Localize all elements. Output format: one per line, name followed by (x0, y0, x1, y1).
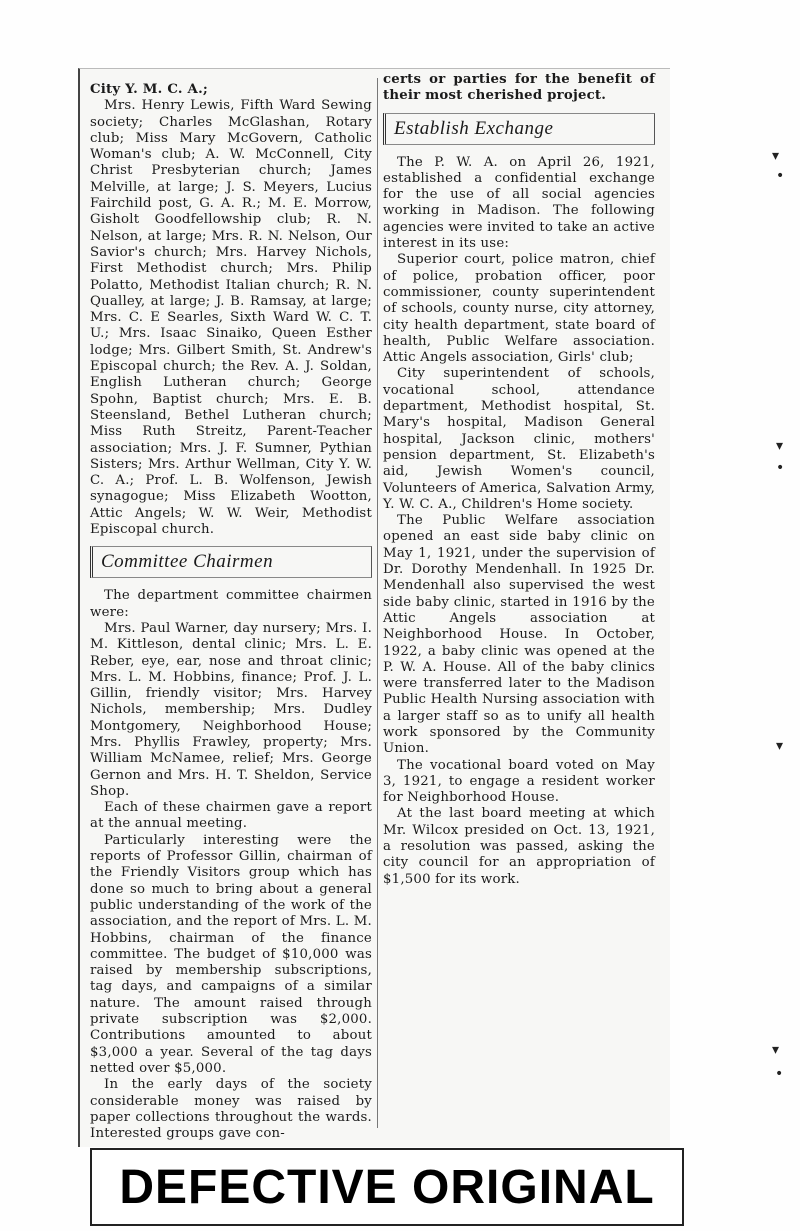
right-top-line: certs or parties for the benefit of their most cherished project. (383, 72, 655, 104)
margin-mark-icon: ▾ (772, 1042, 780, 1058)
right-paragraph-3: City superintendent of schools, vocational school, attendance department, Methodist hospital, St. Mary's hospital, Madison General hospital, Jackson clinic, mothers' pension department, St. Elizabeth's aid, Jewish Women's council, Volunteers of America, Salvation Army, Y. W. C. A., Children's Home society. (383, 366, 655, 512)
right-paragraph-4: The Public Welfare association opened an east side baby clinic on May 1, 1921, under the supervision of Dr. Dorothy Mendenhall. In 1925 Dr. Mendenhall also supervised the west side baby clinic, started in 1916 by the Attic Angels association at Neighborhood House. In October, 1922, a baby clinic was opened at the P. W. A. House. All of the baby clinics were transferred later to the Madison Public Health Nursing association with a larger staff so as to unify all health work sponsored by the Community Union. (383, 513, 655, 757)
left-paragraph-3: Mrs. Paul Warner, day nursery; Mrs. I. M. Kittleson, dental clinic; Mrs. L. E. Reber, eye, ear, nose and throat clinic; Mrs. L. M. Hobbins, finance; Prof. J. L. Gillin, friendly visitor; Mrs. Harvey Nichols, membership; Mrs. Dudley Montgomery, Neighborhood House; Mrs. Phyllis Frawley, property; Mrs. William McNamee, relief; Mrs. George Gernon and Mrs. H. T. Sheldon, Service Shop. (90, 620, 372, 799)
margin-mark-icon: • (776, 168, 785, 184)
right-paragraph-5: The vocational board voted on May 3, 1921, to engage a resident worker for Neighborhood House. (383, 757, 655, 806)
left-paragraph-1: Mrs. Henry Lewis, Fifth Ward Sewing society; Charles McGlashan, Rotary club; Miss Mary McGovern, Catholic Woman's club; A. W. McConnell, City Christ Presbyterian church; James Melville, at large; J. S. Meyers, Lucius Fairchild post, G. A. R.; M. E. Morrow, Gisholt Goodfellowship club; R. N. Nelson, at large; Mrs. R. N. Nelson, Our Savior's church; Mrs. Harvey Nichols, First Methodist church; Mrs. Philip Polatto, Methodist Italian church; R. N. Qualley, at large; J. B. Ramsay, at large; Mrs. C. E Searles, Sixth Ward W. C. T. U.; Mrs. Isaac Sinaiko, Queen Esther lodge; Mrs. Gilbert Smith, St. Andrew's Episcopal church; the Rev. A. J. Soldan, English Lutheran church; George Spohn, Baptist church; Mrs. E. B. Steensland, Bethel Lutheran church; Miss Ruth Streitz, Parent-Teacher association; Mrs. J. F. Sumner, Pythian Sisters; Mrs. Arthur Wellman, City Y. W. C. A.; Prof. L. B. Wolfenson, Jewish synagogue; Miss Elizabeth Wootton, Attic Angels; W. W. Weir, Methodist Episcopal church. (90, 98, 372, 538)
committee-chairmen-heading: Committee Chairmen (90, 546, 372, 578)
establish-exchange-heading: Establish Exchange (383, 113, 655, 145)
left-top-line: City Y. M. C. A.; (90, 82, 209, 97)
left-paragraph-5: Particularly interesting were the reports of Professor Gillin, chairman of the Friendly Visitors group which has done so much to bring about a general public understanding of the work of the association, and the report of Mrs. L. M. Hobbins, chairman of the finance committee. The budget of $10,000 was raised by membership subscriptions, tag days, and campaigns of a similar nature. The amount raised through private subscription was $2,000. Contributions amounted to about $3,000 a year. Several of the tag days netted over $5,000. (90, 832, 372, 1076)
defective-original-stamp (90, 1148, 684, 1226)
right-paragraph-2: Superior court, police matron, chief of police, probation officer, poor commissioner, county superintendent of schools, county nurse, city attorney, city health department, state board of health, Public Welfare association. Attic Angels association, Girls' club; (383, 252, 655, 366)
margin-mark-icon: ▾ (772, 148, 780, 164)
column-divider (377, 78, 378, 1128)
stamp-label: DEFECTIVE ORIGINAL (119, 1160, 655, 1214)
margin-mark-icon: • (775, 1066, 784, 1082)
right-paragraph-1: The P. W. A. on April 26, 1921, established a confidential exchange for the use of all social agencies working in Madison. The following agencies were invited to take an active interest in its use: (383, 154, 655, 252)
margin-mark-icon: ▾ (776, 738, 784, 754)
left-column (90, 82, 372, 1142)
left-paragraph-6: In the early days of the society considerable money was raised by paper collections throughout the wards. Interested groups gave con- (90, 1077, 372, 1142)
margin-mark-icon: • (776, 460, 785, 476)
left-paragraph-4: Each of these chairmen gave a report at the annual meeting. (90, 800, 372, 832)
margin-mark-icon: ▾ (776, 438, 784, 454)
right-paragraph-6: At the last board meeting at which Mr. Wilcox presided on Oct. 13, 1921, a resolution was passed, asking the city council for an appropriation of $1,500 for its work. (383, 806, 655, 887)
right-column (383, 72, 655, 888)
left-paragraph-2: The department committee chairmen were: (90, 588, 372, 620)
